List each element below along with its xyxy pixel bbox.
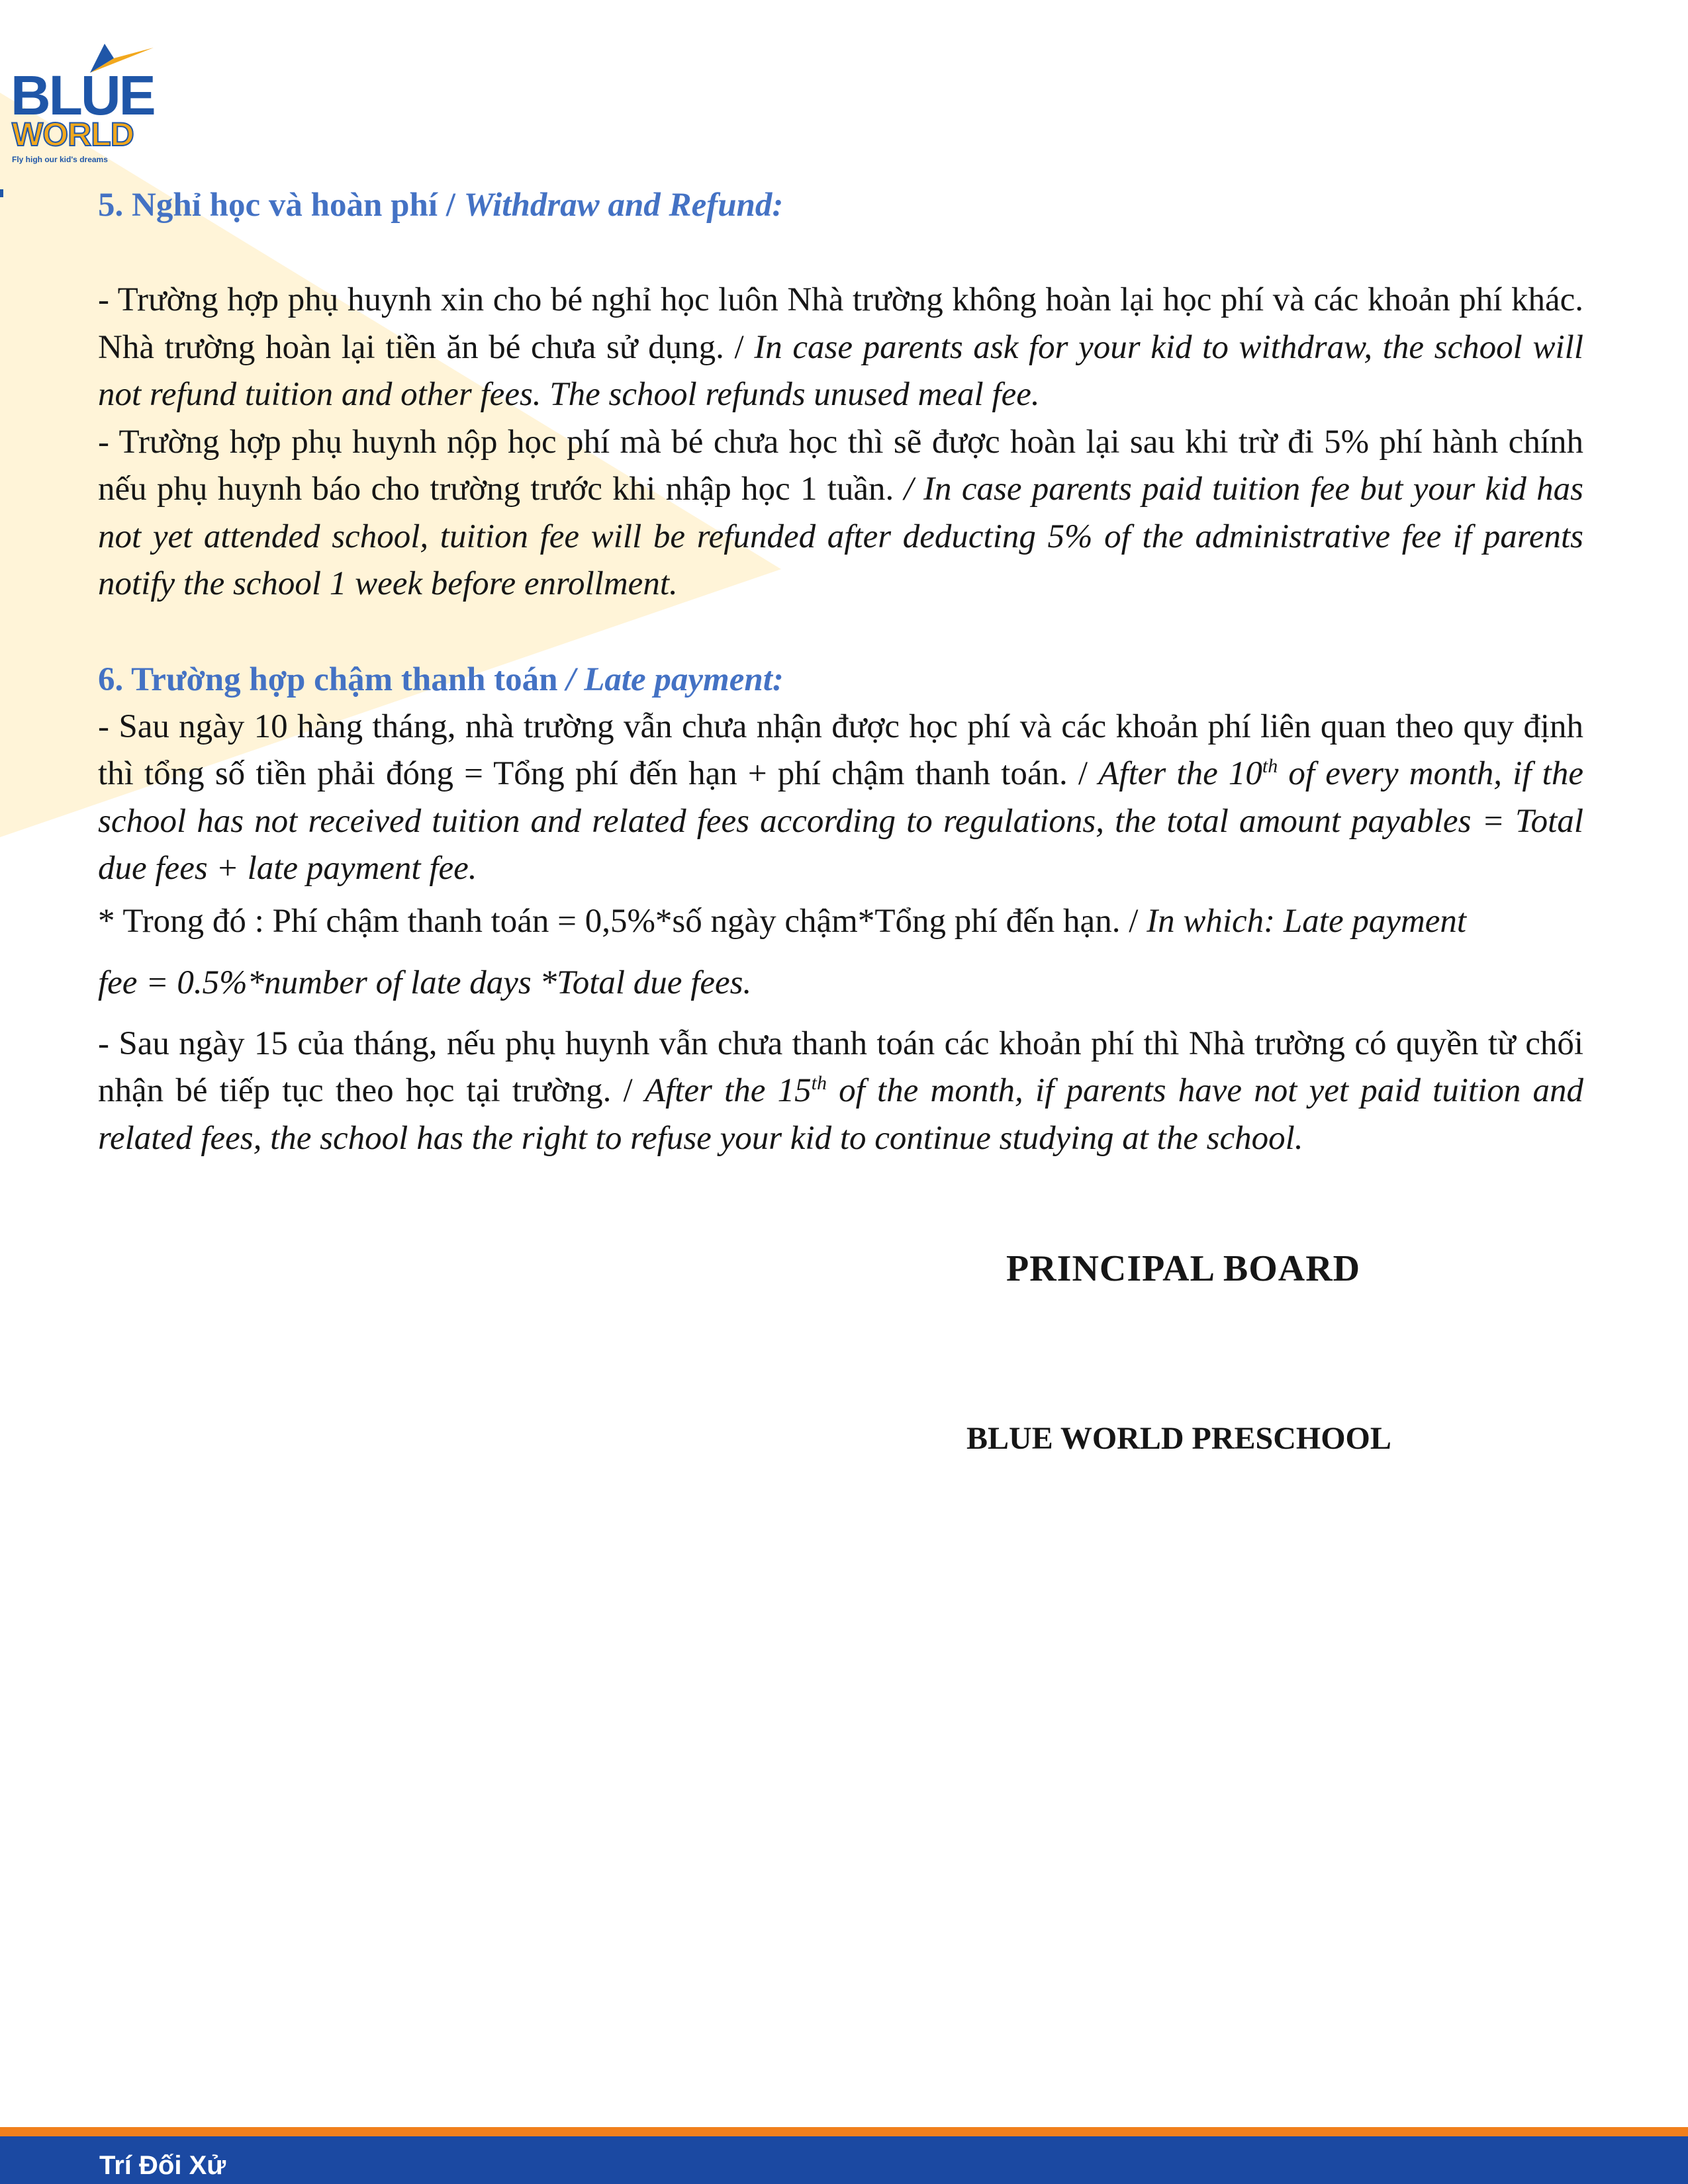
section-5-p1-vi: - Trường hợp phụ huynh xin cho bé nghỉ học luôn Nhà trường không hoàn lại học phí và các khoản phí khác. Nhà trường hoàn lại tiền ăn bé chưa sử dụng. / [98,281,1583,366]
section-6-title-en: / Late payment: [566,660,784,698]
section-5-title-en: Withdraw and Refund: [463,187,784,224]
section-6-note-en-a: In which: Late payment [1147,902,1467,940]
document-body [98,181,1583,1162]
footer-bar [0,2136,1688,2184]
footer-text: Trí Đối Xử [99,2151,226,2180]
section-5-paragraph-1 [98,277,1583,419]
margin-mark [0,189,3,197]
section-5-title-vi: 5. Nghỉ học và hoàn phí / [98,187,464,224]
section-6-p2-superscript: th [811,1072,827,1094]
section-6-note [98,898,1583,1007]
section-6-p1-en-a: After the 10 [1098,755,1262,792]
section-6-paragraph-2 [98,1021,1583,1163]
section-6-heading [98,656,1583,704]
logo-tagline: Fly high our kid's dreams [12,155,108,164]
footer-orange-stripe [0,2127,1688,2136]
section-5-heading [98,181,1583,229]
section-6-paragraph-1 [98,704,1583,893]
school-name-signature: BLUE WORLD PRESCHOOL [966,1421,1391,1456]
section-6-p2-en-b: of the month, if parents have not yet paid tuition and related fees, the school has the right to refuse your kid to continue studying at the school. [98,1072,1584,1157]
section-5-p2-en: / In case parents paid tuition fee but your kid has not yet attended school, tuition fee will be refunded after deducting 5% of the administrative fee if parents notify the school 1 week before enrollment. [98,471,1583,602]
section-6-p2-en-a: After the 15 [644,1072,812,1109]
section-6-title-vi: 6. Trường hợp chậm thanh toán [98,660,567,698]
section-5-p1-en: In case parents ask for your kid to withdraw, the school will not refund tuition and other fees. The school refunds unused meal fee. [98,328,1583,413]
principal-board-signature: PRINCIPAL BOARD [1006,1248,1361,1289]
school-logo [7,44,154,169]
section-6-p1-en-b: of every month, if the school has not received tuition and related fees according to regulations, the total amount payables = Total due fees + late payment fee. [98,755,1583,887]
section-6-note-vi: * Trong đó : Phí chậm thanh toán = 0,5%*số ngày chậm*Tổng phí đến hạn. / [98,902,1147,940]
section-5-paragraph-2 [98,419,1583,608]
logo-text-blue: BLUE [11,64,154,126]
logo-text-world: WORLD [12,116,134,153]
section-6-p2-vi: - Sau ngày 15 của tháng, nếu phụ huynh vẫn chưa thanh toán các khoản phí thì Nhà trường có quyền từ chối nhận bé tiếp tục theo học tại trường. / [98,1024,1583,1109]
section-6-note-en-b: fee = 0.5%*number of late days *Total due fees. [98,964,752,1001]
section-6-p1-vi: - Sau ngày 10 hàng tháng, nhà trường vẫn chưa nhận được học phí và các khoản phí liên quan theo quy định thì tổng số tiền phải đóng = Tổng phí đến hạn + phí chậm thanh toán. / [98,707,1583,792]
section-5-p2-vi: - Trường hợp phụ huynh nộp học phí mà bé chưa học thì sẽ được hoàn lại sau khi trừ đi 5% phí hành chính nếu phụ huynh báo cho trường trước khi nhập học 1 tuần. [98,423,1583,508]
section-6-p1-superscript: th [1262,755,1278,777]
